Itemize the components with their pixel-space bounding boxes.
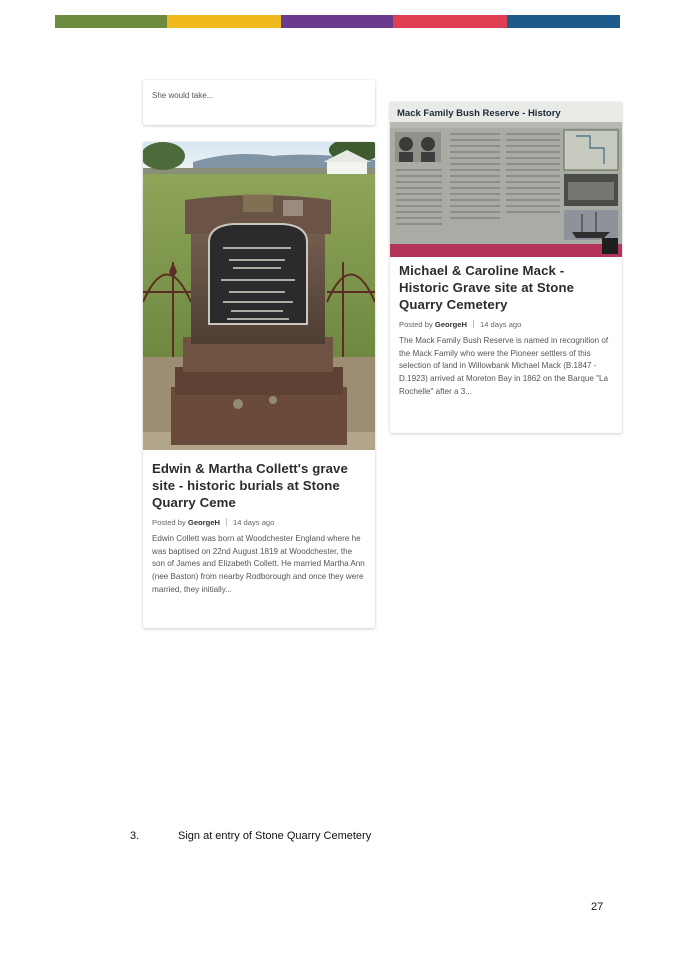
color-bar-segment-green <box>55 15 167 28</box>
meta-separator <box>226 518 227 526</box>
post-card-mack[interactable] <box>390 102 622 433</box>
post-meta-mack <box>399 320 521 329</box>
header-color-bar <box>55 15 620 28</box>
meta-separator <box>473 320 474 328</box>
color-bar-segment-purple <box>281 15 393 28</box>
post-card-collett[interactable] <box>143 142 375 628</box>
post-title-mack[interactable]: Michael & Caroline Mack - Historic Grave site at Stone Quarry Cemetery <box>399 263 575 312</box>
post-time: 14 days ago <box>232 518 275 527</box>
post-time: 14 days ago <box>479 320 522 329</box>
posted-by-label: Posted by <box>152 518 186 527</box>
caption-number: 3. <box>130 830 140 842</box>
headstone-photo-icon[interactable] <box>143 142 375 450</box>
information-board-photo-icon[interactable] <box>390 102 622 257</box>
truncated-post-excerpt: She would take... <box>152 91 214 100</box>
post-excerpt-collett: Edwin Collett was born at Woodchester England where he was baptised on 22nd August 1819 at Woodchester, the son of James and Elizabeth Collett. He married Martha Ann (nee Baston) from nearby Rodborough and once they were married, they initially... <box>152 534 365 594</box>
post-title-collett[interactable]: Edwin & Martha Collett's grave site - historic burials at Stone Quarry Ceme <box>152 461 348 510</box>
sign-heading: Mack Family Bush Reserve - History <box>397 108 561 119</box>
color-bar-segment-blue <box>507 15 620 28</box>
color-bar-segment-yellow <box>167 15 281 28</box>
caption-text: Sign at entry of Stone Quarry Cemetery <box>178 830 372 842</box>
post-meta-collett <box>152 518 274 527</box>
post-excerpt-mack: The Mack Family Bush Reserve is named in recognition of the Mack Family who were the Pioneer settlers of this selection of land in Willowbank Michael Mack (B.1847 - D.1923) arrived at Moreton Bay in 1862 on the Barque "La Rochelle" after a 3... <box>399 336 609 396</box>
truncated-post-card[interactable] <box>143 80 375 125</box>
page-number: 27 <box>591 901 604 913</box>
post-author[interactable]: GeorgeH <box>187 518 220 527</box>
posted-by-label: Posted by <box>399 320 433 329</box>
post-author[interactable]: GeorgeH <box>434 320 467 329</box>
color-bar-segment-red <box>393 15 507 28</box>
